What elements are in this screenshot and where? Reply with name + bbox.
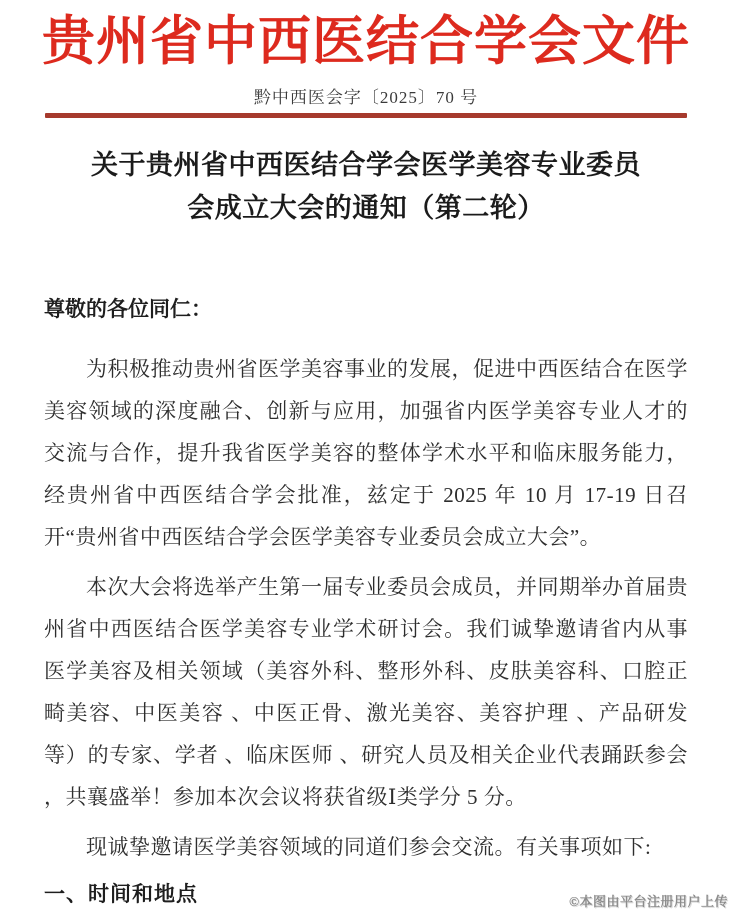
paragraph-background-purpose: 为积极推动贵州省医学美容事业的发展，促进中西医结合在医学美容领域的深度融合、创新与应用，加强省内医学美容专业人才的交流与合作，提升我省医学美容的整体学术水平和临床服务能力，经贵州省中西医结合学会批准，兹定于 2025 年 10 月 17-19 日召开“贵州省中西医结合学会医学美容专业委员会成立大会”。 <box>44 357 688 549</box>
section-heading-time-and-location: 一、时间和地点 <box>44 883 198 906</box>
salutation: 尊敬的各位同仁： <box>44 298 212 321</box>
document-number: 黔中西医会字〔2025〕70 号 <box>253 88 479 107</box>
watermark-uploader-credit: ©本图由平台注册用户上传 <box>569 894 728 909</box>
paragraph-closing-invite: 现诚挚邀请医学美容领域的同道们参会交流。有关事项如下: <box>86 835 652 859</box>
document-header-title: 贵州省中西医结合学会文件 <box>42 13 690 71</box>
paragraph-invitation-scope: 本次大会将选举产生第一届专业委员会成员，并同期举办首届贵州省中西医结合医学美容专业学术研讨会。我们诚挚邀请省内从事医学美容及相关领域（美容外科、整形外科、皮肤美容科、口腔正畸美容、中医美容 、中医正骨、激光美容、美容护理 、产品研发等）的专家、学者 、临床医师 、研究人员及相关企业代表踊跃参会 ，共襄盛举！参加本次会议将获省级Ⅰ类学分 5 分。 <box>44 575 688 809</box>
notice-title: 关于贵州省中西医结合学会医学美容专业委员会成立大会的通知（第二轮） <box>91 150 641 223</box>
red-divider-line <box>45 113 687 118</box>
